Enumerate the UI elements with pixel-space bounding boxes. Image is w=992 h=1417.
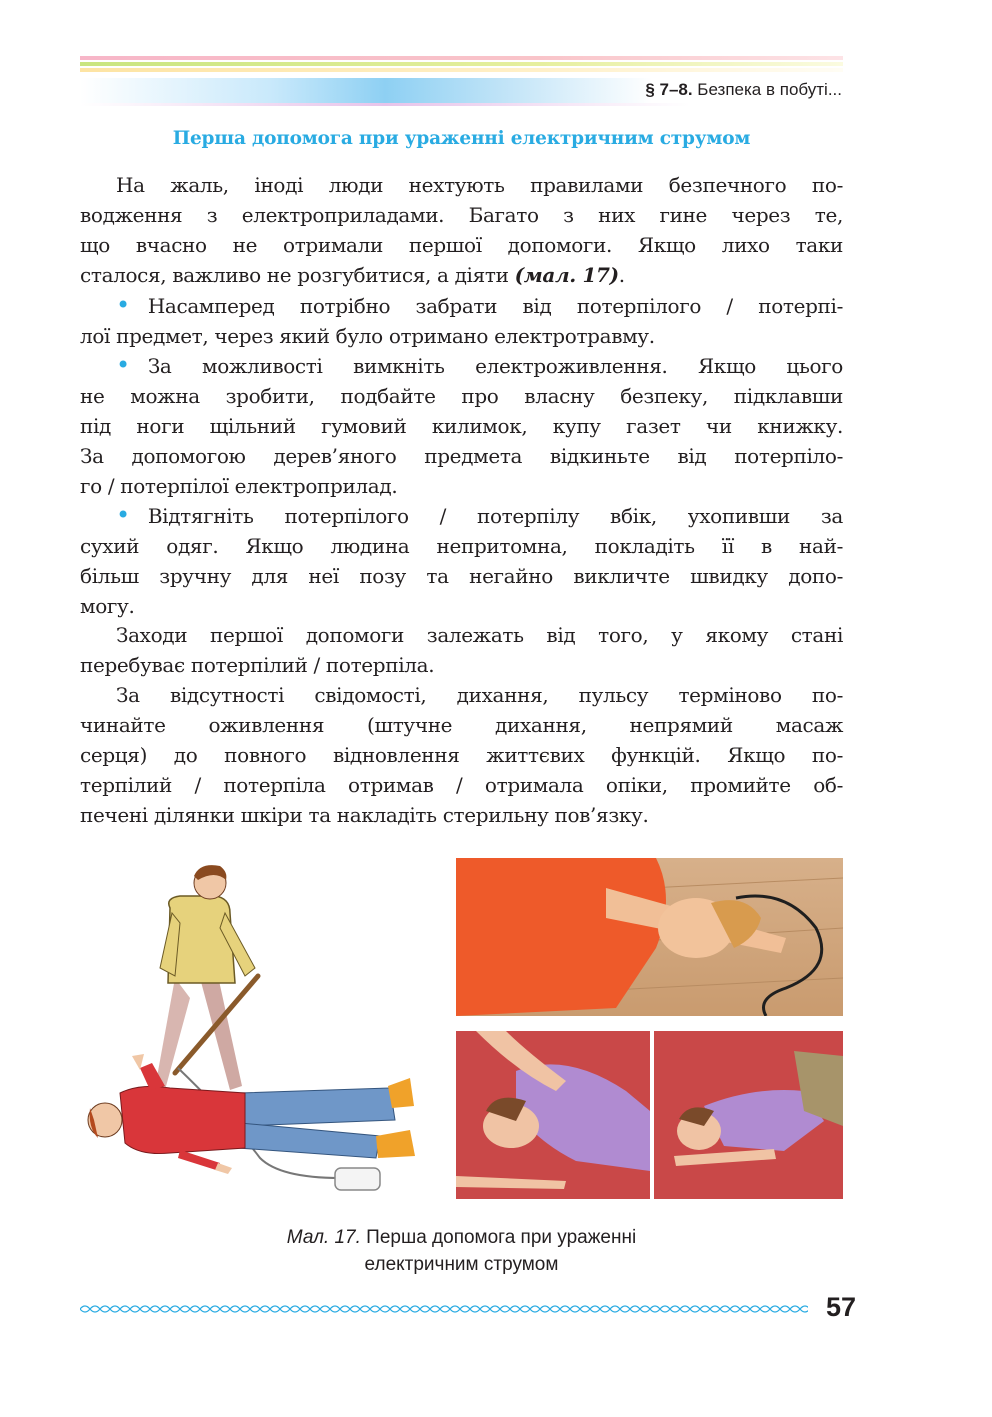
text-line: го / потерпілої електроприлад.	[80, 474, 398, 498]
text-line: не можна зробити, подбайте про власну безпеку, підклавши	[80, 384, 843, 408]
bullet-item-1	[80, 290, 843, 351]
illustration-rescue-with-stick	[80, 858, 440, 1204]
text-line: що вчасно не отримали першої допомоги. Якщо лихо таки	[80, 233, 843, 257]
text-line: водження з електроприладами. Багато з них гине через те,	[80, 203, 843, 227]
section-title: Безпека в побуті...	[692, 80, 842, 99]
text-line: перебуває потерпілий / потерпіла.	[80, 653, 435, 677]
caption-text: Перша допомога при ураженні	[360, 1227, 637, 1248]
bullet-icon: •	[116, 501, 130, 529]
paragraph-intro	[80, 170, 843, 290]
text-line: На жаль, іноді люди нехтують правилами безпечного по-	[116, 173, 843, 197]
paragraph-resuscitation	[80, 680, 843, 830]
bullet-icon: •	[116, 351, 130, 379]
paragraph-measures	[80, 620, 843, 680]
text-line: серця) до повного відновлення життєвих функцій. Якщо по-	[80, 743, 843, 767]
text-fragment: Відтягніть потерпілого / потерпілу вбік, ухопивши за	[147, 504, 843, 528]
text-line: чинайте оживлення (штучне дихання, непрямий масаж	[80, 713, 843, 737]
running-head	[645, 80, 842, 100]
text-line: сухий одяг. Якщо людина непритомна, покладіть її в най-	[80, 534, 843, 558]
text-line: лої предмет, через який було отримано електротравму.	[80, 324, 655, 348]
text-line	[80, 500, 843, 531]
text-line: За допомогою дерев’яного предмета відкиньте від потерпіло-	[80, 444, 843, 468]
text-line	[80, 290, 843, 321]
decor-stripe-violet	[80, 103, 843, 106]
section-heading: Перша допомога при ураженні електричним струмом	[172, 128, 751, 149]
text-fragment: Насамперед потрібно забрати від потерпілого / потерпі-	[147, 294, 843, 318]
photo-recovery-position	[654, 1031, 843, 1199]
text-fragment: .	[618, 263, 625, 287]
caption-line-2: електричним струмом	[364, 1254, 559, 1275]
decor-stripe-pink	[80, 56, 843, 60]
photo-unconscious-man	[456, 858, 843, 1016]
text-line	[80, 350, 843, 381]
bullet-item-2	[80, 350, 843, 501]
section-number: § 7–8.	[645, 80, 693, 99]
page-number: 57	[825, 1292, 856, 1322]
text-line: під ноги щільний гумовий килимок, купу газет чи книжку.	[80, 414, 843, 438]
text-line: могу.	[80, 594, 135, 618]
footer-decor-wave	[80, 1302, 808, 1316]
text-line: більш зручну для неї позу та негайно викличте швидку допо-	[80, 564, 843, 588]
caption-label: Мал. 17.	[286, 1227, 361, 1248]
bullet-icon: •	[116, 291, 130, 319]
decor-stripe-green	[80, 62, 843, 66]
text-line	[80, 260, 843, 290]
text-line: За відсутності свідомості, дихання, пульсу терміново по-	[116, 683, 843, 707]
text-fragment: сталося, важливо не розгубитися, а діяти	[80, 263, 515, 287]
decor-stripe-yellow	[80, 68, 843, 72]
figure-reference: (мал. 17)	[514, 263, 619, 287]
text-line: терпілий / потерпіла отримав / отримала опіки, промийте об-	[80, 773, 843, 797]
bullet-item-3	[80, 500, 843, 621]
text-line: Заходи першої допомоги залежать від того, у якому стані	[116, 623, 843, 647]
text-line: печені ділянки шкіри та накладіть стерильну пов’язку.	[80, 803, 649, 827]
text-fragment: За можливості вимкніть електроживлення. Якщо цього	[147, 354, 843, 378]
photo-recovery-position-step	[456, 1031, 650, 1199]
figure-caption	[80, 1224, 843, 1278]
caption-line-1	[80, 1224, 843, 1251]
